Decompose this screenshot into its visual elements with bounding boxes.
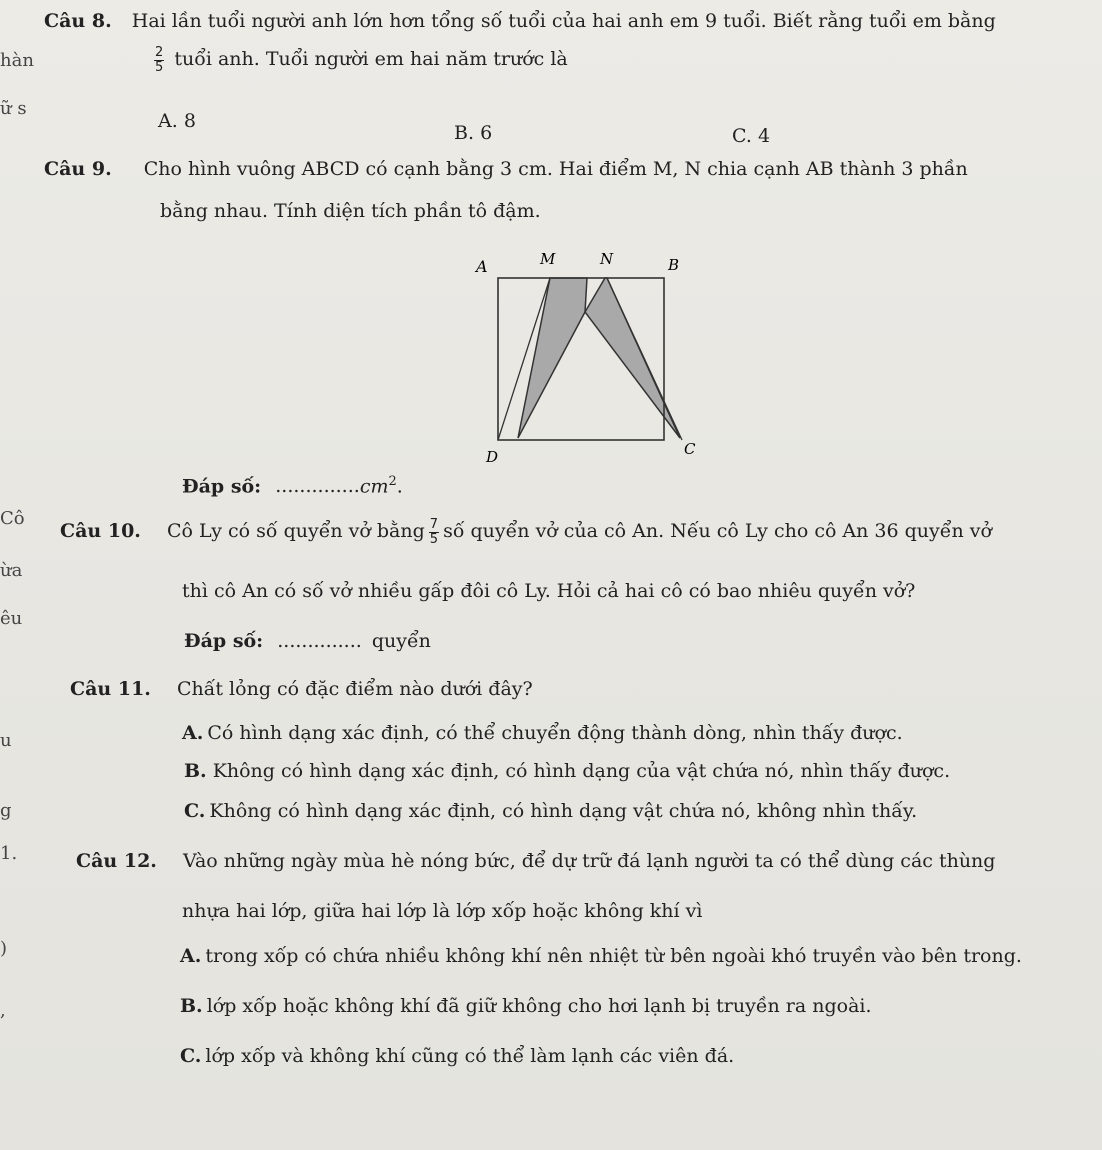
answer-line-q10 [184,630,431,653]
unit-exponent: 2 [388,474,397,489]
question-9 [44,158,968,181]
question-11 [70,678,533,701]
shaded-triangle-left [518,278,587,438]
question-text: Vào những ngày mùa hè nóng bức, để dự trữ đá lạnh người ta có thể dùng các thùng [182,850,996,872]
question-text: bằng nhau. Tính diện tích phần tô đậm. [160,200,541,222]
option-c: C. lớp xốp và không khí cũng có thể làm lạnh các viên đá. [180,1045,735,1067]
edge-fragment: u [0,730,12,751]
question-9-line-2 [160,200,541,223]
edge-fragment: 1. [0,843,18,864]
option-c: C. 4 [732,125,771,147]
fraction-seven-fifths: $\frac{7}{5}$ [429,517,439,547]
option-b: B. Không có hình dạng xác định, có hình dạng của vật chứa nó, nhìn thấy được. [184,760,951,782]
answer-label: Đáp số: [184,630,264,652]
answer-label: Đáp số: [182,475,262,498]
line-n-to-c [607,278,682,440]
question-10 [60,518,992,546]
question-text: Hai lần tuổi người anh lớn hơn tổng số tuổi của hai anh em 9 tuổi. Biết rằng tuổi em bằng [131,10,996,32]
option-b: B. 6 [454,122,493,144]
answer-blank[interactable]: .............. [275,475,360,498]
answer-blank[interactable]: .............. [277,630,362,652]
question-12-line-2 [182,900,702,923]
edge-fragment: g [0,800,12,821]
unit-end: . [396,475,403,498]
answer-line-q9 [182,474,403,498]
vertex-label-b: B [668,256,680,274]
edge-fragment: , [0,1000,6,1021]
fraction-two-fifths: $\frac{2}{5}$ [155,45,164,75]
edge-fragment: Cô [0,508,25,529]
vertex-label-c: C [684,440,696,458]
question-label: Câu 10. [60,520,141,543]
edge-fragment: êu [0,608,23,629]
question-8-line-2 [150,46,568,74]
question-8 [44,10,996,33]
question-label: Câu 8. [44,10,112,32]
edge-fragment: ) [0,938,8,959]
shaded-triangle-right [585,278,680,438]
square-figure [470,240,710,470]
edge-fragment: hàn [0,50,34,71]
question-text: Chất lỏng có đặc điểm nào dưới đây? [176,678,533,700]
question-label: Câu 12. [76,850,157,872]
vertex-label-n: N [600,250,614,268]
vertex-label-d: D [486,448,499,466]
vertex-label-m: M [540,250,556,268]
question-text: tuổi anh. Tuổi người em hai năm trước là [174,48,568,71]
edge-fragment: ữ s [0,98,27,119]
question-10-line-2 [182,580,915,603]
question-label: Câu 11. [70,678,151,700]
question-text: Cô Ly có số quyển vở bằng [166,520,425,543]
option-a: A. trong xốp có chứa nhiều không khí nên nhiệt từ bên ngoài khó truyền vào bên trong. [180,945,1022,967]
question-text: thì cô An có số vở nhiều gấp đôi cô Ly. Hỏi cả hai cô có bao nhiêu quyển vở? [182,580,916,602]
option-c: C. Không có hình dạng xác định, có hình dạng vật chứa nó, không nhìn thấy. [184,800,918,822]
vertex-label-a: A [476,257,488,276]
edge-fragment: ừa [0,560,23,581]
option-a: A. 8 [158,110,196,132]
question-label: Câu 9. [44,158,112,180]
option-a: A. Có hình dạng xác định, có thể chuyển động thành dòng, nhìn thấy được. [182,722,903,744]
question-12 [76,850,995,873]
option-b: B. lớp xốp hoặc không khí đã giữ không cho hơi lạnh bị truyền ra ngoài. [180,995,872,1017]
unit-label: quyển [371,630,431,652]
question-text: Cho hình vuông ABCD có cạnh bằng 3 cm. Hai điểm M, N chia cạnh AB thành 3 phần [143,158,968,180]
question-text: số quyển vở của cô An. Nếu cô Ly cho cô An 36 quyển vở [443,520,992,543]
unit-base: cm [359,475,389,498]
question-text: nhựa hai lớp, giữa hai lớp là lớp xốp hoặc không khí vì [182,900,703,922]
